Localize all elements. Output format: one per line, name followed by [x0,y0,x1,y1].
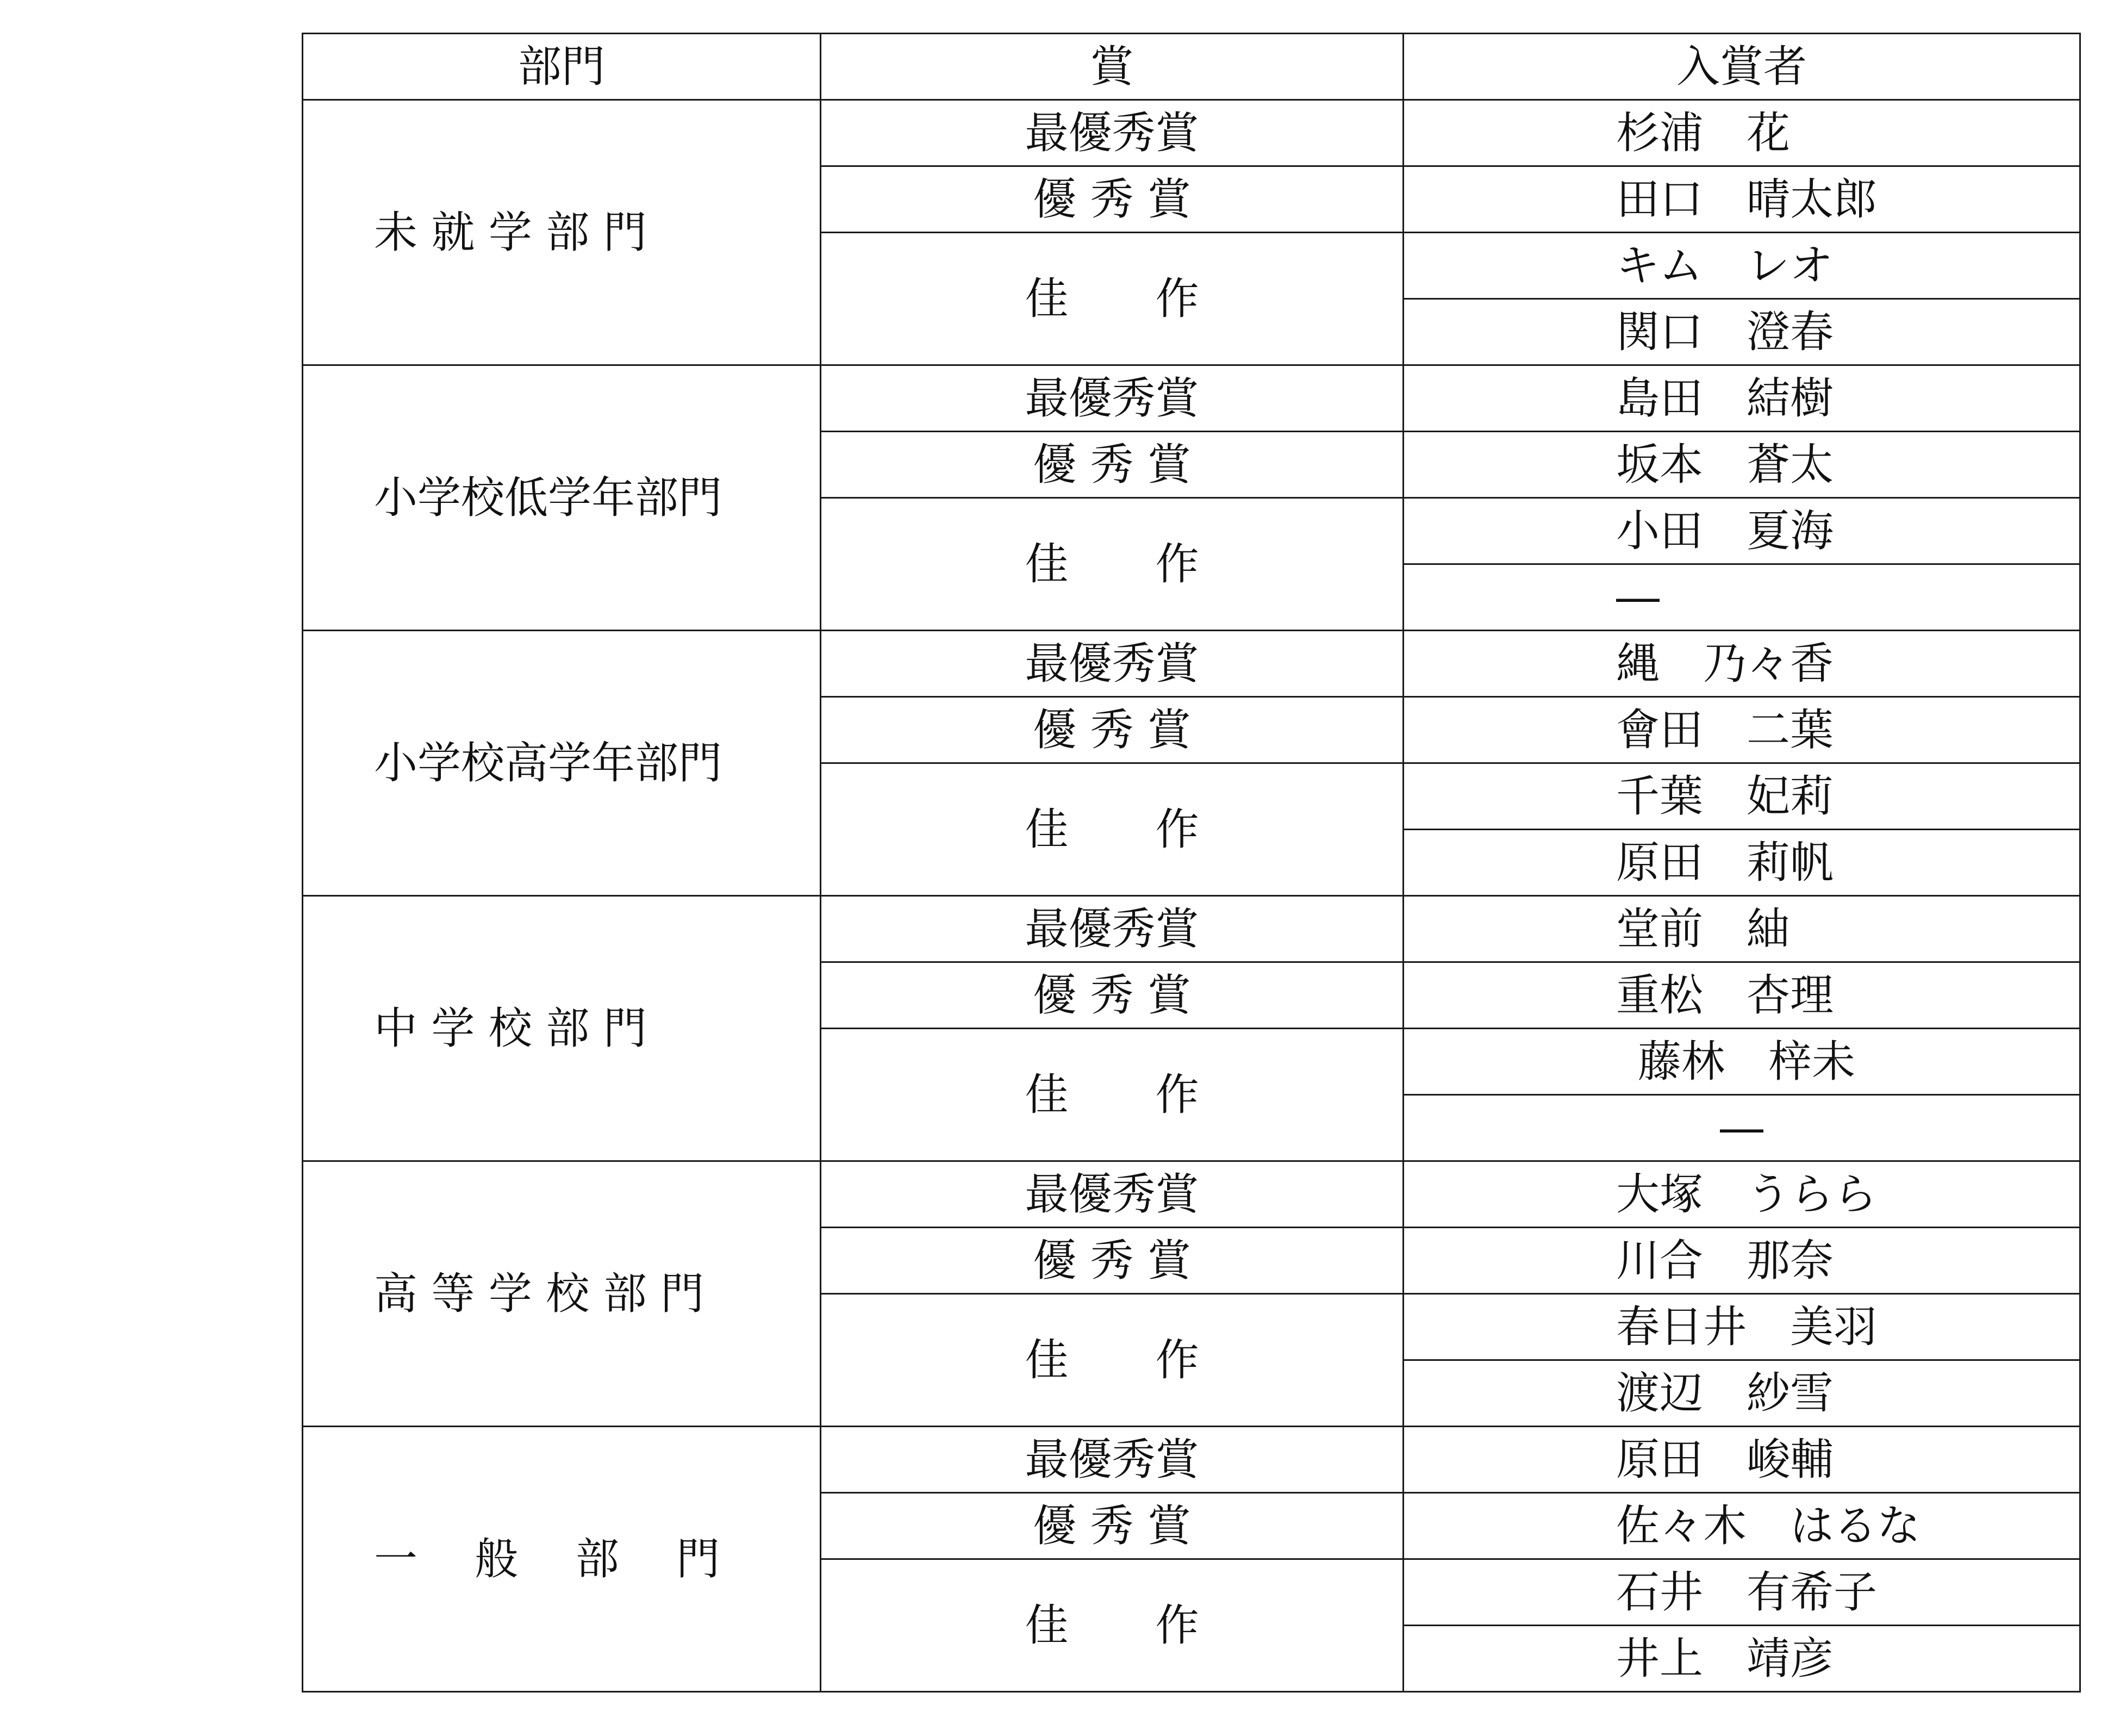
winner-name-cell: 堂前 紬 [1404,896,2080,962]
table-row [303,631,2080,697]
award-grand-prize-cell: 最優秀賞 [821,631,1404,697]
winner-name-cell: 佐々木 はるな [1404,1493,2080,1559]
award-honorable-mention-cell: 佳 作 [821,498,1404,631]
division-cell: 小学校高学年部門 [303,631,821,896]
award-winners-table [302,33,2081,1693]
table-row [303,365,2080,432]
table-row [303,896,2080,962]
winner-name-cell: 島田 結樹 [1404,365,2080,432]
winner-name-cell: 原田 峻輔 [1404,1427,2080,1493]
award-excellence-cell: 優 秀 賞 [821,962,1404,1029]
table-row [303,100,2080,166]
award-grand-prize-cell: 最優秀賞 [821,365,1404,432]
table-row [303,1427,2080,1493]
award-grand-prize-cell: 最優秀賞 [821,1427,1404,1493]
winner-name-cell: 重松 杏理 [1404,962,2080,1029]
winner-name-cell: 井上 靖彦 [1404,1626,2080,1692]
award-excellence-cell: 優 秀 賞 [821,697,1404,763]
division-cell: 一 般 部 門 [303,1427,821,1692]
winner-name-cell: 大塚 うらら [1404,1161,2080,1228]
header-winner: 入賞者 [1404,34,2080,100]
award-honorable-mention-cell: 佳 作 [821,763,1404,896]
award-grand-prize-cell: 最優秀賞 [821,1161,1404,1228]
winner-name-cell: 渡辺 紗雪 [1404,1360,2080,1427]
award-table-body [303,100,2080,1692]
winner-name-cell: 千葉 妃莉 [1404,763,2080,830]
winner-name-cell: 會田 二葉 [1404,697,2080,763]
winner-none-cell: ― [1404,564,2080,631]
award-excellence-cell: 優 秀 賞 [821,432,1404,498]
winner-name-cell: 春日井 美羽 [1404,1294,2080,1360]
table-row [303,1161,2080,1228]
winner-name-cell: 川合 那奈 [1404,1228,2080,1294]
award-honorable-mention-cell: 佳 作 [821,1029,1404,1161]
winner-none-cell: ― [1404,1095,2080,1161]
award-grand-prize-cell: 最優秀賞 [821,896,1404,962]
division-cell: 高 等 学 校 部 門 [303,1161,821,1427]
winner-name-cell: 縄 乃々香 [1404,631,2080,697]
award-honorable-mention-cell: 佳 作 [821,233,1404,365]
division-cell: 小学校低学年部門 [303,365,821,631]
winner-name-cell: 原田 莉帆 [1404,830,2080,896]
award-honorable-mention-cell: 佳 作 [821,1294,1404,1427]
award-excellence-cell: 優 秀 賞 [821,1228,1404,1294]
award-excellence-cell: 優 秀 賞 [821,1493,1404,1559]
header-division: 部門 [303,34,821,100]
award-grand-prize-cell: 最優秀賞 [821,100,1404,166]
division-cell: 未 就 学 部 門 [303,100,821,365]
header-row [303,34,2080,100]
winner-name-cell: キム レオ [1404,233,2080,299]
winner-name-cell: 杉浦 花 [1404,100,2080,166]
header-award: 賞 [821,34,1404,100]
winner-name-cell: 石井 有希子 [1404,1559,2080,1626]
winner-name-cell: 関口 澄春 [1404,299,2080,365]
award-excellence-cell: 優 秀 賞 [821,166,1404,233]
winner-name-cell: 小田 夏海 [1404,498,2080,564]
division-cell: 中 学 校 部 門 [303,896,821,1161]
winner-name-cell: 坂本 蒼太 [1404,432,2080,498]
winner-name-cell: 田口 晴太郎 [1404,166,2080,233]
award-honorable-mention-cell: 佳 作 [821,1559,1404,1692]
winner-name-cell: 藤林 梓未 [1404,1029,2080,1095]
